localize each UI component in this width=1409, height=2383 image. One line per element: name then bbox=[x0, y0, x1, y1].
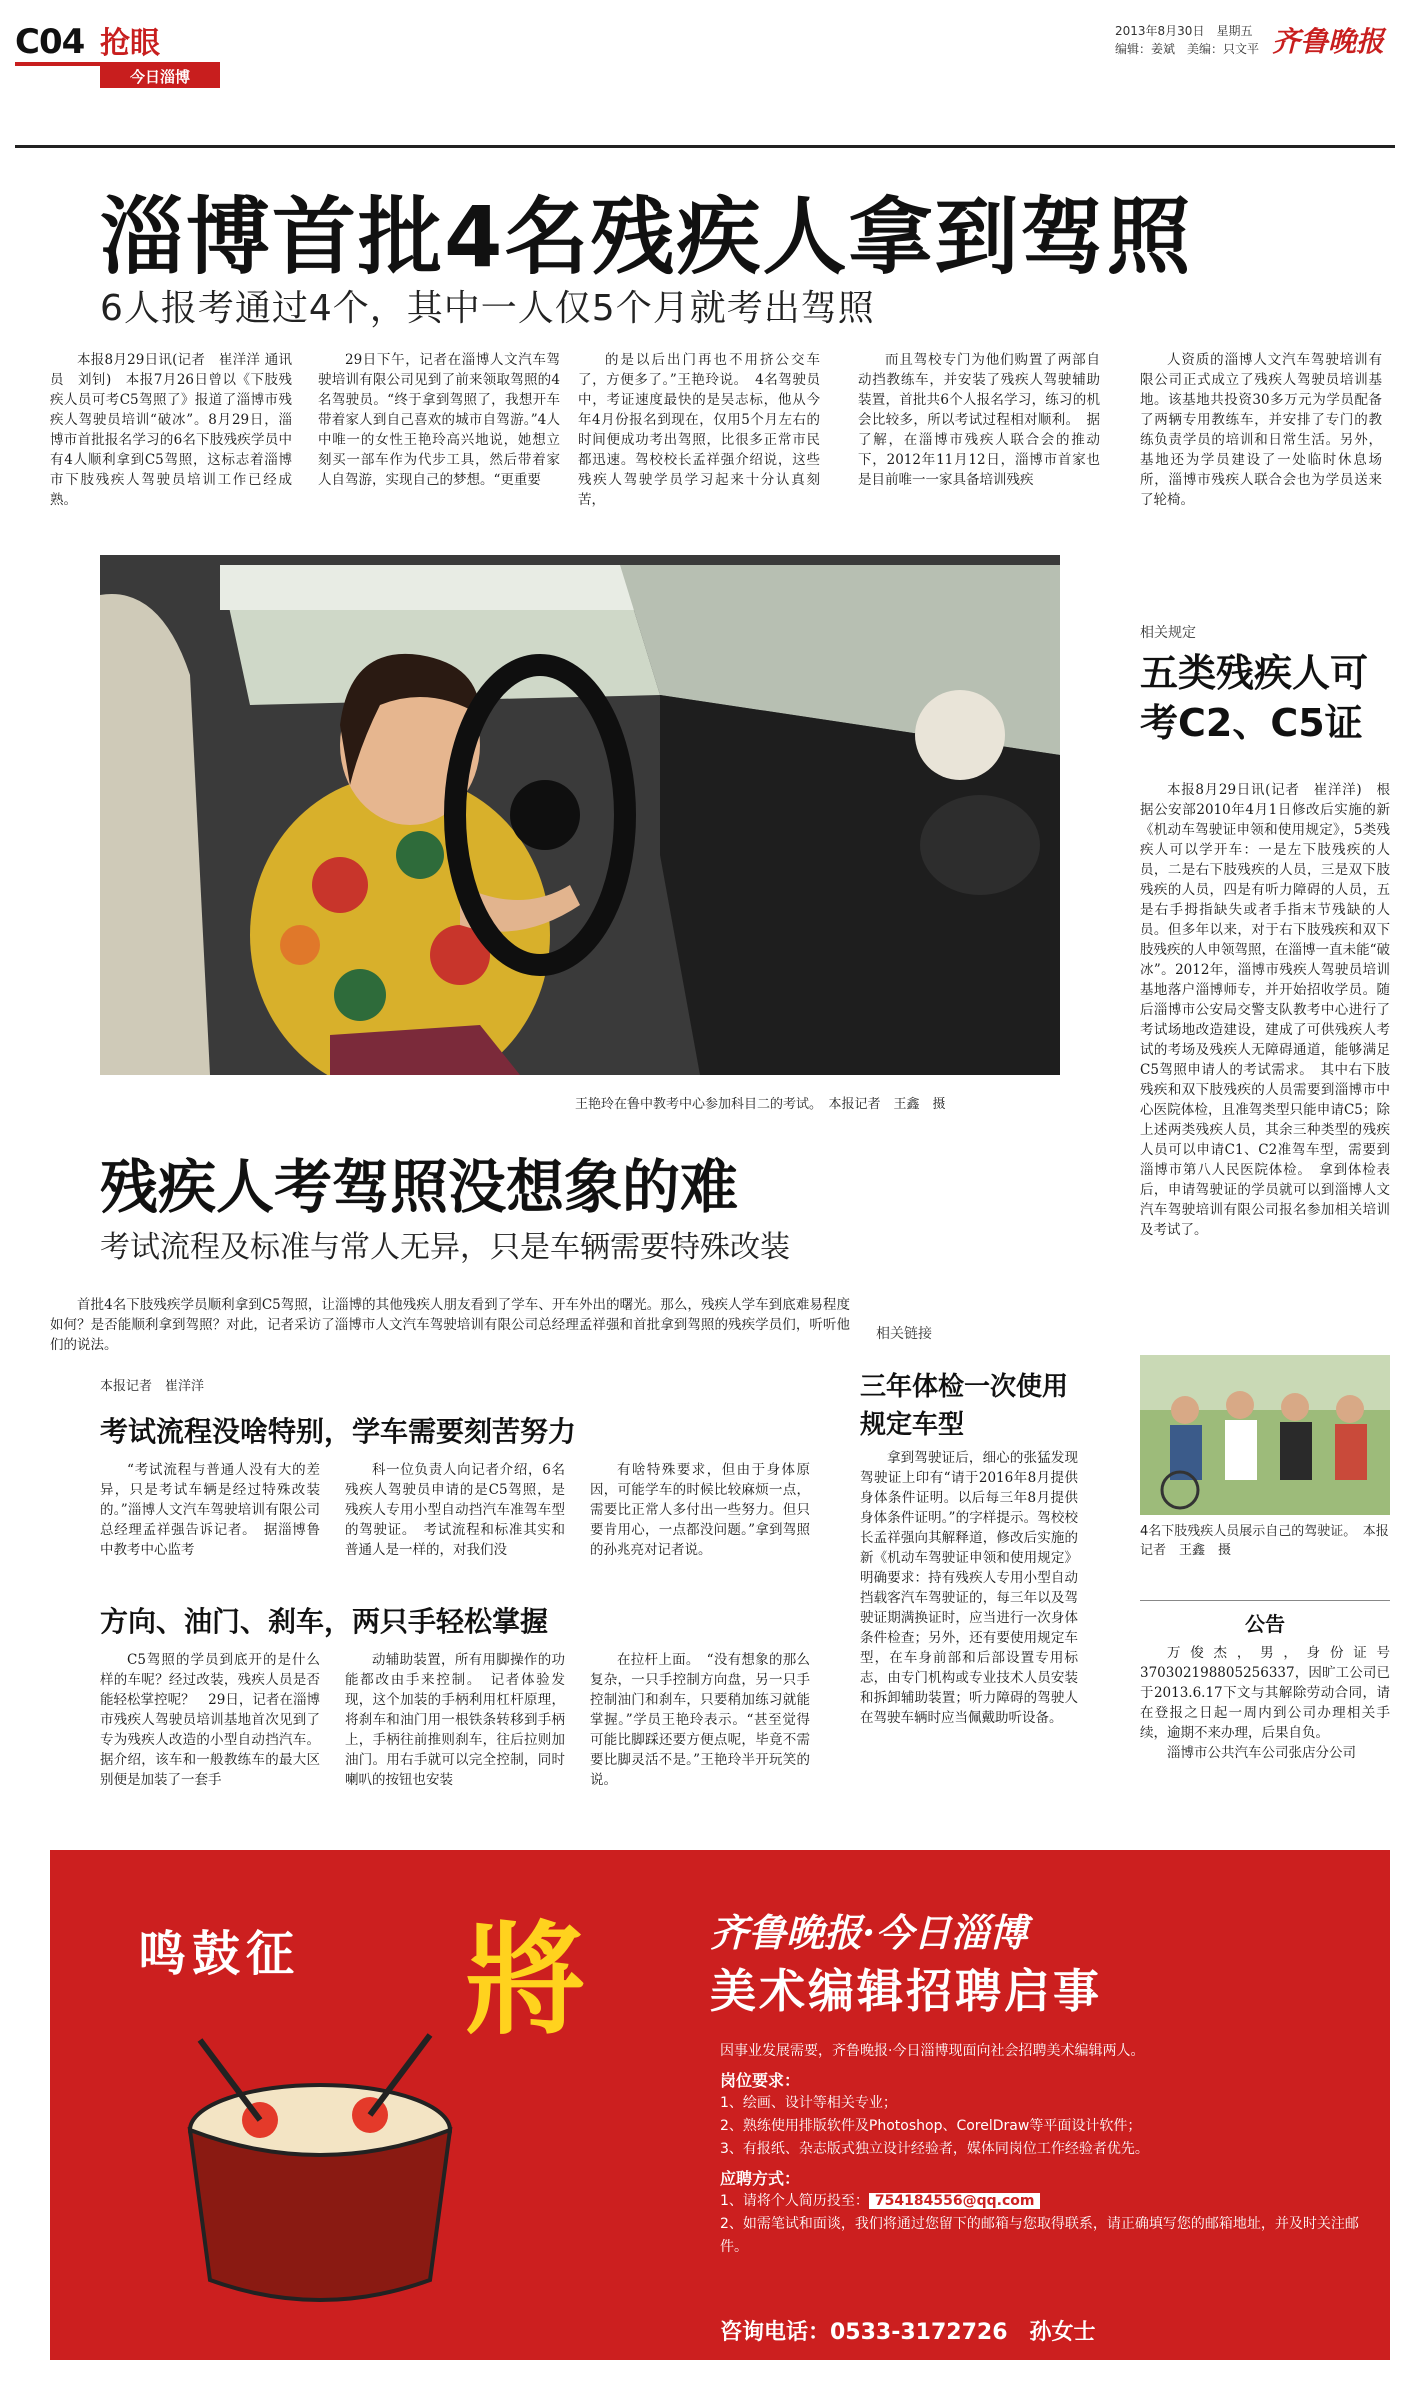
ad-requirement-1: 1、绘画、设计等相关专业； bbox=[720, 2095, 897, 2111]
ad-title: 美术编辑招聘启事 bbox=[710, 1964, 1102, 2018]
driver-photo bbox=[100, 555, 1060, 1075]
section2-column-3: 在拉杆上面。 “没有想象的那么复杂，一只手控制方向盘，另一只手控制油门和刹车，只要稍加练习就能掌握。”学员王艳玲表示。“甚至觉得可能比脚踩还要方便点呢，毕竟不需要比脚灵活不是。”王艳玲半开玩笑的说。 bbox=[590, 1652, 810, 1788]
ad-requirements-heading: 岗位要求： bbox=[720, 2071, 801, 2090]
main-column-4: 而且驾校专门为他们购置了两部自动挡教练车，并安装了残疾人驾驶辅助装置，首批共6个人报名学习，练习的机会比较多，所以考试过程相对顺利。 据了解，在淄博市残疾人联合会的推动下，2012年11月12日，淄博市首家也是目前唯一一家具备培训残疾 bbox=[858, 352, 1100, 488]
notice-text: 万俊杰，男，身份证号370302198805256337，因旷工公司已于2013.6.17下文与其解除劳动合同，请在登报之日起一周内到公司办理相关手续，逾期不来办理，后果自负。 bbox=[1140, 1645, 1390, 1741]
story2-headline: 残疾人考驾照没想象的难 bbox=[100, 1153, 739, 1221]
notice-signature: 淄博市公共汽车公司张店分公司 bbox=[1167, 1745, 1356, 1761]
section2-title: 方向、油门、刹车，两只手轻松掌握 bbox=[100, 1605, 549, 1638]
sidebar-photo-caption: 4名下肢残疾人员展示自己的驾驶证。 本报记者 王鑫 摄 bbox=[1140, 1524, 1389, 1558]
paper-logo: 齐鲁晚报 bbox=[1272, 25, 1385, 58]
main-subheadline: 6人报考通过4个，其中一人仅5个月就考出驾照 bbox=[100, 288, 875, 329]
subsection-tag: 今日淄博 bbox=[100, 66, 220, 88]
notice-title: 公告 bbox=[1245, 1612, 1285, 1636]
section-title: 抢眼 bbox=[100, 26, 160, 61]
photo-caption: 王艳玲在鲁中教考中心参加科目二的考试。 本报记者 王鑫 摄 bbox=[575, 1097, 946, 1112]
section1-column-3: 有啥特殊要求，但由于身体原因，可能学车的时候比较麻烦一点，需要比正常人多付出一些努力。但只要肯用心，一点都没问题。”拿到驾照的孙兆亮对记者说。 bbox=[590, 1462, 810, 1558]
section1-column-2: 科一位负责人向记者介绍，6名残疾人驾驶员申请的是C5驾照，是残疾人专用小型自动挡汽车准驾车型的驾驶证。 考试流程和标准其实和普通人是一样的，对我们没 bbox=[345, 1462, 565, 1558]
top-rule bbox=[15, 145, 1395, 148]
story2-subheadline: 考试流程及标准与常人无异，只是车辆需要特殊改装 bbox=[100, 1230, 790, 1265]
ad-intro: 因事业发展需要，齐鲁晚报·今日淄博现面向社会招聘美术编辑两人。 bbox=[720, 2043, 1145, 2059]
related-title: 三年体检一次使用规定车型 bbox=[860, 1372, 1069, 1440]
main-column-5: 人资质的淄博人文汽车驾驶培训有限公司正式成立了残疾人驾驶员培训基地。该基地共投资30多万元为学员配备了两辆专用教练车，并安排了专门的教练负责学员的培训和日常生活。另外，基地还为学员建设了一处临时休息场所，淄博市残疾人联合会也为学员送来了轮椅。 bbox=[1140, 352, 1382, 508]
related-label: 相关链接 bbox=[876, 1326, 932, 1342]
related-body: 拿到驾驶证后，细心的张猛发现驾驶证上印有“请于2016年8月提供身体条件证明。以后每三年8月提供身体条件证明。”的字样提示。驾校校长孟祥强向其解释道，修改后实施的新《机动车驾驶证申领和使用规定》明确要求：持有残疾人专用小型自动挡载客汽车驾驶证的，每三年以及驾驶证期满换证时，应当进行一次身体条件检查；另外，还有要使用规定车型，在车身前部和后部设置专用标志，由专门机构或专业技术人员安装和拆卸辅助装置；听力障碍的驾驶人在驾驶车辆时应当佩戴助听设备。 bbox=[860, 1450, 1078, 1726]
ad-body bbox=[720, 2040, 1360, 2259]
ad-slogan: 鸣鼓征 bbox=[138, 1926, 301, 1982]
ad-requirement-3: 3、有报纸、杂志版式独立设计经验者，媒体同岗位工作经验者优先。 bbox=[720, 2141, 1149, 2157]
ad-slogan-big: 將 bbox=[465, 1912, 585, 2051]
sidebar-title: 五类残疾人可考C2、C5证 bbox=[1140, 651, 1369, 745]
main-column-3: 的是以后出门再也不用挤公交车了，方便多了。”王艳玲说。 4名驾驶员中，考证速度最快的是吴志标，他从今年4月份报名到现在，仅用5个月左右的时间便成功考出驾照，比很多正常市民都迅速。驾校校长孟祥强介绍说，这些残疾人驾驶学员学习起来十分认真刻苦， bbox=[578, 352, 820, 508]
issue-date: 2013年8月30日 星期五 bbox=[1115, 24, 1253, 38]
ad-requirement-2: 2、熟练使用排版软件及Photoshop、CorelDraw等平面设计软件； bbox=[720, 2118, 1142, 2134]
license-holders-photo bbox=[1140, 1355, 1390, 1515]
ad-brand: 齐鲁晚报·今日淄博 bbox=[710, 1910, 1028, 1955]
notice-body bbox=[1140, 1643, 1390, 1813]
ad-phone: 咨询电话：0533-3172726 孙女士 bbox=[720, 2320, 1096, 2345]
main-column-1: 本报8月29日讯(记者 崔洋洋 通讯员 刘钊) 本报7月26日曾以《下肢残疾人员可考C5驾照了》报道了淄博市残疾人驾驶员培训“破冰”。8月29日，淄博市首批报名学习的6名下肢残疾学员中有4人顺利拿到C5驾照，这标志着淄博市下肢残疾人驾驶员培训工作已经成熟。 bbox=[50, 352, 292, 508]
editor-credits: 编辑：姜斌 美编：只文平 bbox=[1115, 42, 1260, 56]
ad-email[interactable]: 754184556@qq.com bbox=[869, 2193, 1041, 2209]
main-headline: 淄博首批4名残疾人拿到驾照 bbox=[100, 188, 1193, 286]
sidebar-body: 本报8月29日讯(记者 崔洋洋) 根据公安部2010年4月1日修改后实施的新《机动车驾驶证申领和使用规定》，5类残疾人可以学开车：一是左下肢残疾的人员，二是右下肢残疾的人员，三是双下肢残疾的人员，四是有听力障碍的人员，五是右手拇指缺失或者手指末节残缺的人员。但多年以来，对于右下肢残疾和双下肢残疾的人申领驾照，在淄博一直未能“破冰”。2012年，淄博市残疾人驾驶员培训基地落户淄博师专，并开始招收学员。随后淄博市公安局交警支队教考中心进行了考试场地改造建设，建成了可供残疾人考试的考场及残疾人无障碍通道，能够满足C5驾照申请人的考试需求。 其中右下肢残疾和双下肢残疾的人员需要到淄博市中心医院体检，且准驾类型只能申请C5；除上述两类残疾人员，其余三种类型的残疾人员可以申请C1、C2准驾车型，需要到淄博市第八人民医院体检。 拿到体检表后，申请驾驶证的学员就可以到淄博人文汽车驾驶培训有限公司报名参加相关培训及考试了。 bbox=[1140, 782, 1390, 1238]
notice-rule bbox=[1140, 1600, 1390, 1601]
section2-column-2: 动辅助装置，所有用脚操作的功能都改由手来控制。 记者体验发现，这个加装的手柄利用杠杆原理，将刹车和油门用一根铁条转移到手柄上，手柄往前推则刹车，往后拉则加油门。用右手就可以完全控制，同时喇叭的按钮也安装 bbox=[345, 1652, 565, 1788]
section1-column-1: “考试流程与普通人没有大的差异，只是考试车辆是经过特殊改装的。”淄博人文汽车驾驶培训有限公司总经理孟祥强告诉记者。 据淄博鲁中教考中心监考 bbox=[100, 1462, 320, 1558]
recruitment-ad bbox=[50, 1850, 1390, 2360]
page-code: C04 bbox=[15, 22, 85, 62]
story2-lead: 首批4名下肢残疾学员顺利拿到C5驾照，让淄博的其他残疾人朋友看到了学车、开车外出的曙光。那么，残疾人学车到底难易程度如何？是否能顺利拿到驾照？对此，记者采访了淄博市人文汽车驾驶培训有限公司总经理孟祥强和首批拿到驾照的残疾学员们，听听他们的说法。 bbox=[50, 1297, 850, 1353]
sidebar-label: 相关规定 bbox=[1140, 625, 1196, 641]
ad-apply-1 bbox=[720, 2190, 1360, 2213]
main-column-2: 29日下午，记者在淄博人文汽车驾驶培训有限公司见到了前来领取驾照的4名驾驶员。“终于拿到驾照了，我想开车带着家人到自己喜欢的城市自驾游。”4人中唯一的女性王艳玲高兴地说，她想立刻买一部车作为代步工具，然后带着家人自驾游，实现自己的梦想。“更重要 bbox=[318, 352, 560, 488]
ad-apply-heading: 应聘方式： bbox=[720, 2169, 801, 2188]
ad-apply-1-text: 1、请将个人简历投至： bbox=[720, 2193, 869, 2209]
drum-icon bbox=[170, 2020, 470, 2320]
section2-column-1: C5驾照的学员到底开的是什么样的车呢？经过改装，残疾人员是否能轻松掌控呢？ 29日，记者在淄博市残疾人驾驶员培训基地首次见到了专为残疾人改造的小型自动挡汽车。据介绍，该车和一般教练车的最大区别便是加装了一套手 bbox=[100, 1652, 320, 1788]
section1-title: 考试流程没啥特别，学车需要刻苦努力 bbox=[100, 1415, 577, 1448]
story2-byline: 本报记者 崔洋洋 bbox=[100, 1379, 205, 1394]
ad-apply-2: 2、如需笔试和面谈，我们将通过您留下的邮箱与您取得联系，请正确填写您的邮箱地址，并及时关注邮件。 bbox=[720, 2216, 1359, 2255]
